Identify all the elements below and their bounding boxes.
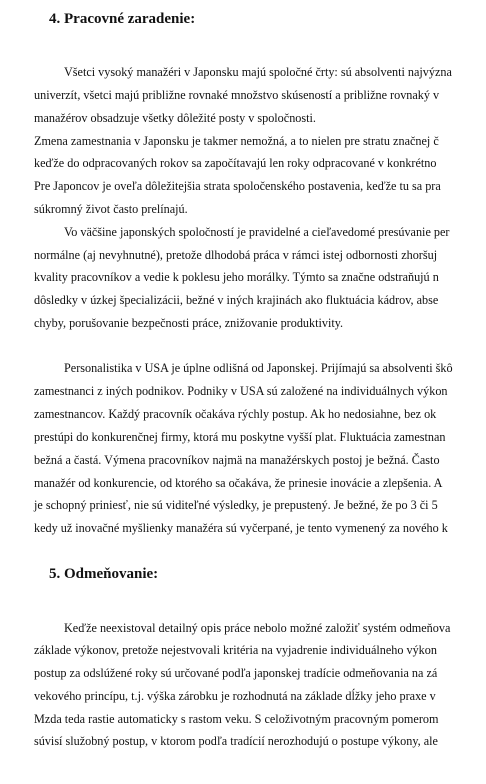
section-4-line: Pre Japoncov je oveľa dôležitejšia strata spoločenského postavenia, keďže tu sa pra [34, 179, 441, 193]
section-4-line: normálne (aj nevyhnutné), pretože dlhodobá práca v rámci istej odbornosti zhoršuj [34, 248, 438, 262]
section-5-line: základe výkonov, pretože nejestvovali kritéria na vyjadrenie individuálneho výkon [34, 643, 437, 657]
section-4-line: dôsledky v úzkej špecializácii, bežné v iných krajinách ako fluktuácia kádrov, abse [34, 293, 439, 307]
section-5-line: Mzda teda rastie automaticky s rastom veku. S celoživotným pracovným pomerom [34, 712, 439, 726]
section-4-line: Zmena zamestnania v Japonsku je takmer nemožná, a to nielen pre stratu značnej č [34, 134, 439, 148]
section-4-line: zamestnancov. Každý pracovník očakáva rýchly postup. Ak ho nedosiahne, bez ok [34, 407, 437, 421]
section-4-line: chyby, porušovanie bezpečnosti práce, znižovanie produktivity. [34, 316, 344, 330]
section-5-heading: 5. Odmeňovanie: [49, 566, 159, 582]
section-5-line: Keďže neexistoval detailný opis práce nebolo možné založiť systém odmeňova [64, 621, 451, 635]
section-5-line: súvisí služobný postup, v ktorom podľa tradícií nerozhodujú o postupe výkony, ale [34, 734, 438, 748]
section-5-line: vekového princípu, t.j. výška zárobku je rozhodnutá na základe dĺžky jeho praxe v [34, 689, 436, 703]
section-4-heading: 4. Pracovné zaradenie: [49, 11, 196, 27]
section-5-line: postup za odslúžené roky sú určované podľa japonskej tradície odmeňovania na zá [34, 666, 438, 680]
section-4-line: je schopný priniesť, nie sú viditeľné výsledky, je prepustený. Je bežné, že po 3 či 5 [34, 498, 438, 512]
section-4-line: bežná a častá. Výmena pracovníkov najmä na manažérskych postoj je bežná. Často [34, 453, 440, 467]
section-4-line: kedy už inovačné myšlienky manažéra sú vyčerpané, je tento vymenený za nového k [34, 521, 448, 535]
section-4-line: univerzít, všetci majú približne rovnaké množstvo skúseností a približne rovnaký v [34, 88, 440, 102]
section-4-line: keďže do odpracovaných rokov sa započítavajú len roky odpracované v konkrétno [34, 156, 437, 170]
section-4-line: manažér od konkurencie, od ktorého sa očakáva, že prinesie inovácie a zlepšenia. A [34, 476, 443, 490]
section-4-line: Personalistika v USA je úplne odlišná od Japonskej. Prijímajú sa absolventi škô [64, 361, 453, 375]
section-4-line: Vo väčšine japonských spoločností je pravidelné a cieľavedomé presúvanie per [64, 225, 450, 239]
section-4-line: manažérov obsadzuje všetky dôležité posty v spoločnosti. [34, 111, 316, 125]
section-4-line: kvality pracovníkov a vedie k poklesu jeho morálky. Týmto sa značne odstraňujú n [34, 270, 439, 284]
section-4-line: Všetci vysoký manažéri v Japonsku majú spoločné črty: sú absolventi najvýzna [64, 65, 452, 79]
section-4-line: zamestnanci z iných podnikov. Podniky v USA sú založené na individuálnych výkon [34, 384, 448, 398]
section-4-line: prestúpi do konkurenčnej firmy, ktorá mu poskytne vyšší plat. Fluktuácia zamestnan [34, 430, 446, 444]
section-4-line: súkromný život často prelínajú. [34, 202, 188, 216]
